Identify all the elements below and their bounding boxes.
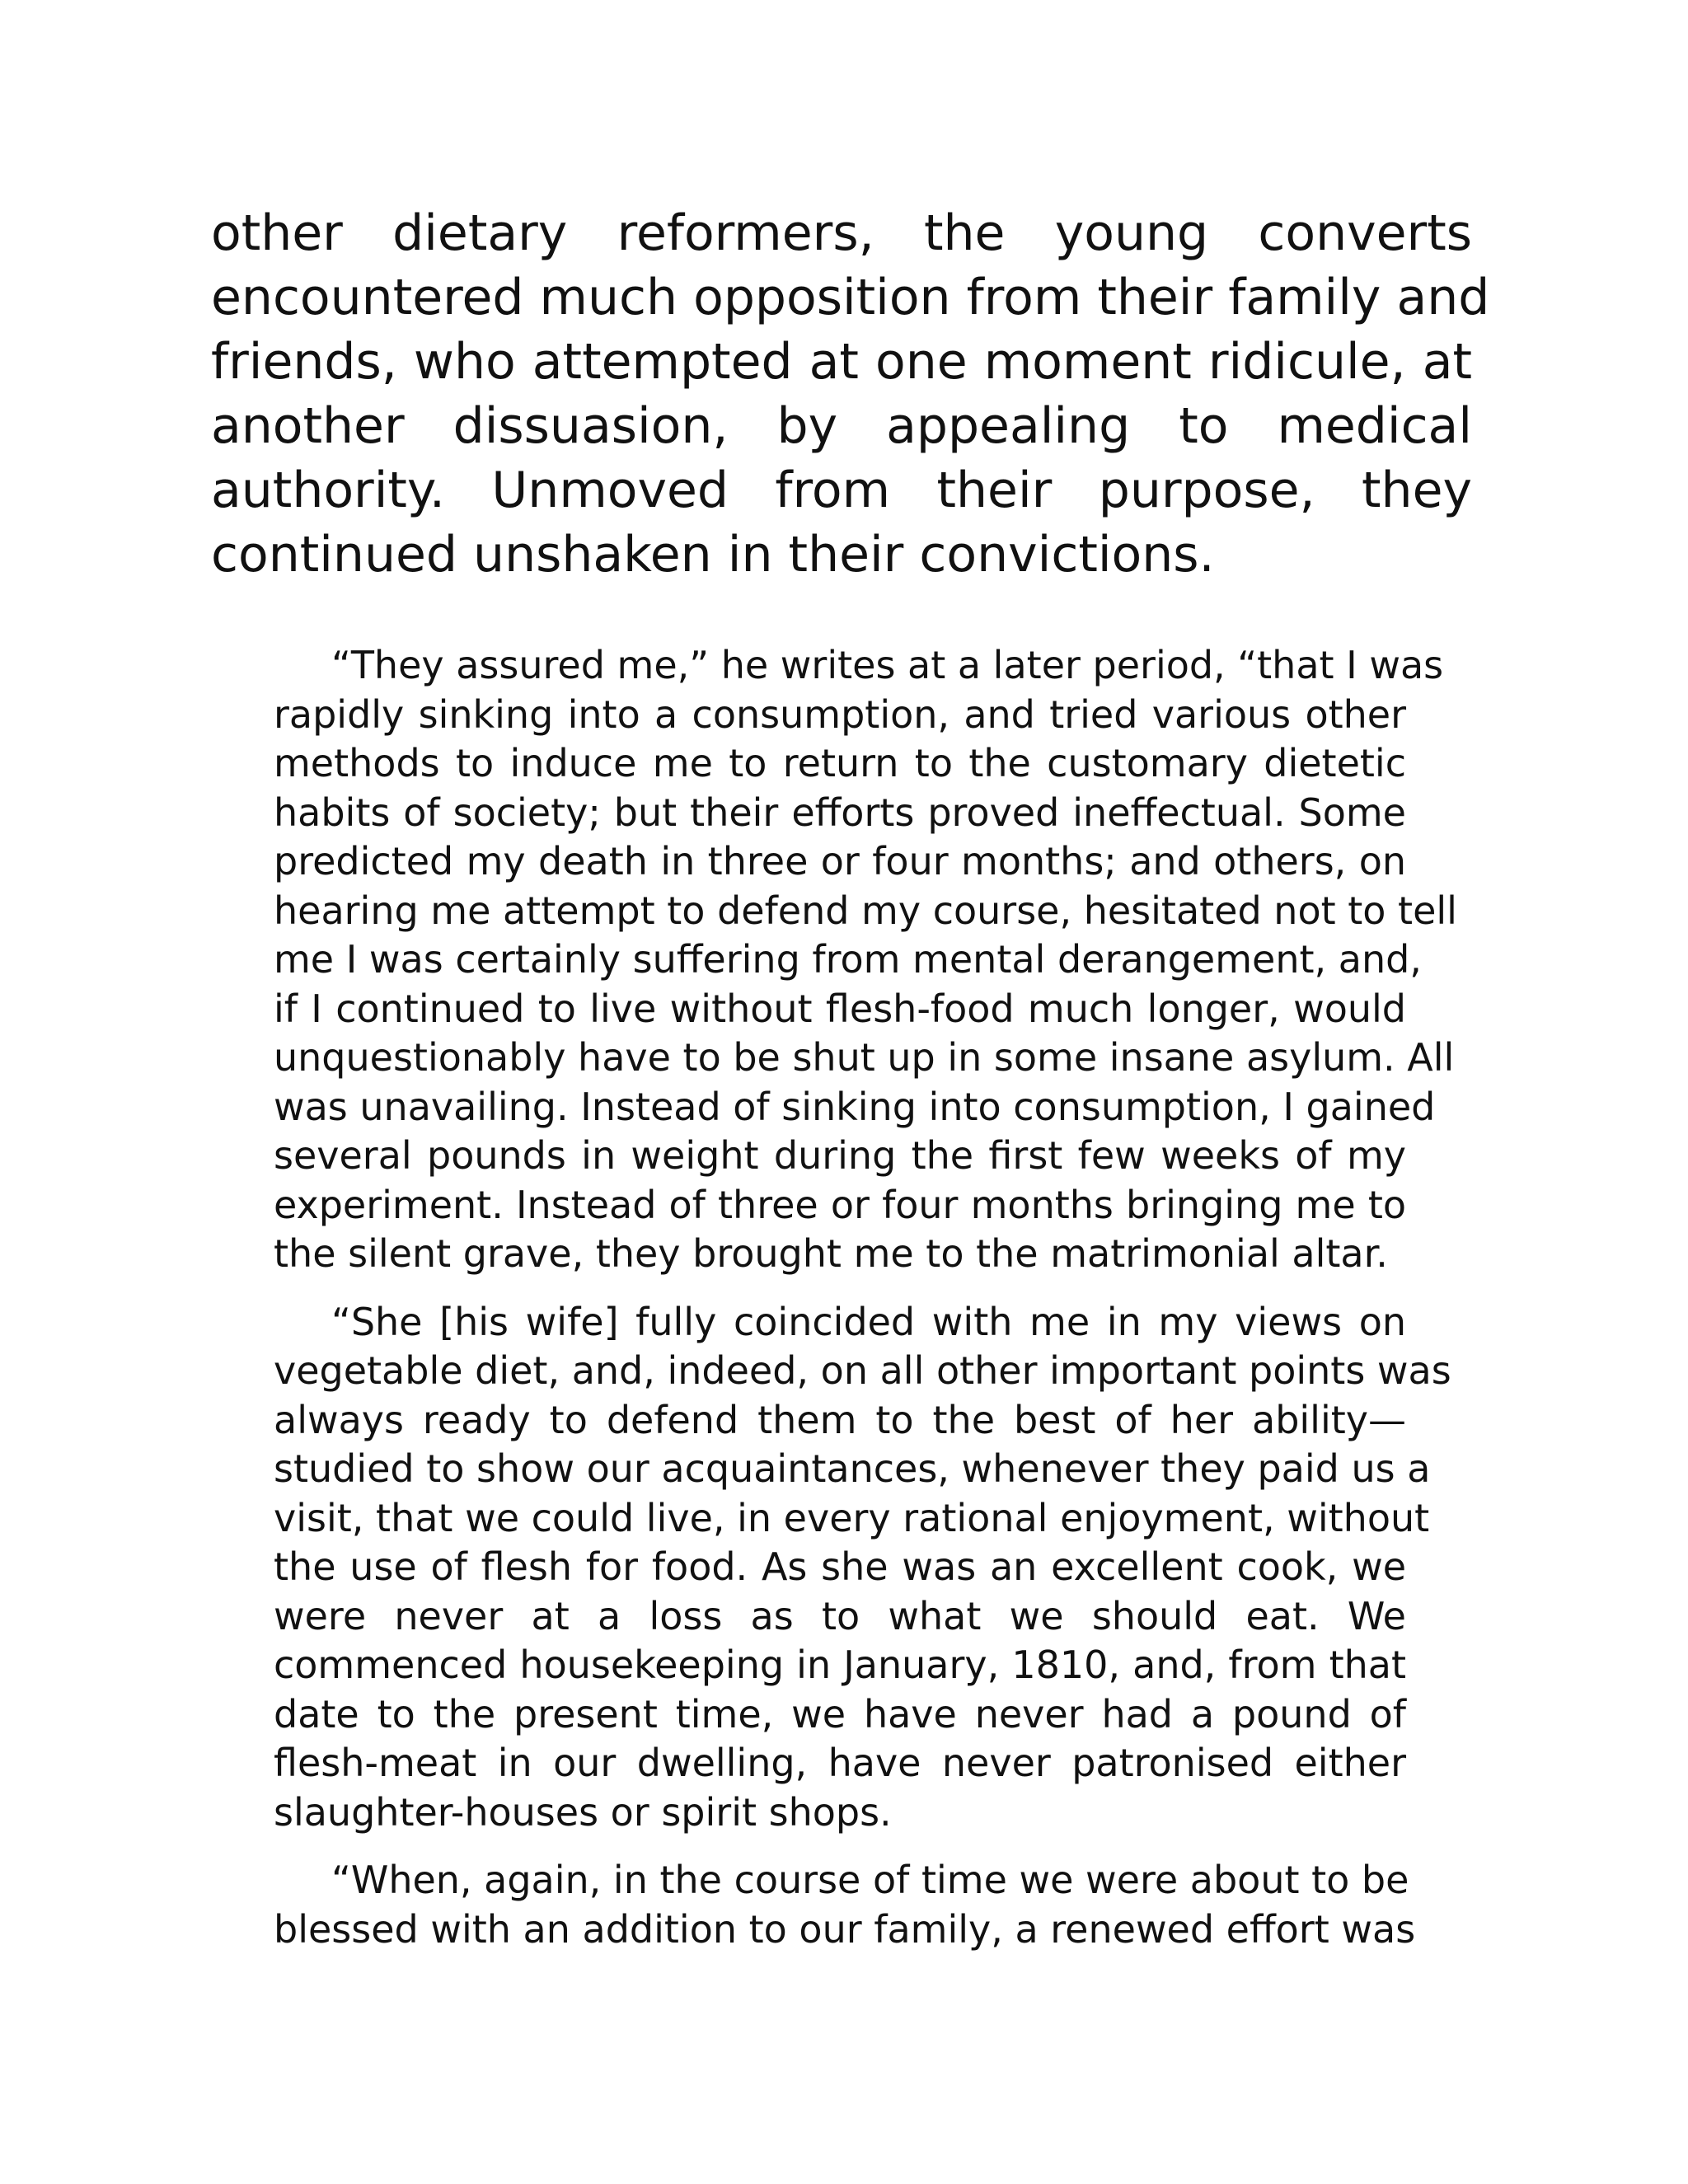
text-line: visit, that we could live, in every rational enjoyment, without (274, 1495, 1430, 1540)
text-line: studied to show our acquaintances, whenever they paid us a (274, 1446, 1431, 1491)
text-line: friends, who attempted at one moment ridicule, at (211, 333, 1472, 391)
text-line: slaughter-houses or spirit shops. (274, 1789, 892, 1835)
text-line: experiment. Instead of three or four months bringing me to (274, 1182, 1406, 1227)
text-line: commenced housekeeping in January, 1810, and, from that (274, 1643, 1406, 1687)
text-line: unquestionably have to be shut up in some insane asylum. All (274, 1035, 1455, 1080)
text-line: encountered much opposition from their family and (211, 269, 1490, 326)
text-line: rapidly sinking into a consumption, and tried various other (274, 691, 1406, 737)
text-line: other dietary reformers, the young converts (211, 204, 1472, 262)
text-line: always ready to defend them to the best of her ability— (274, 1397, 1406, 1442)
text-line: was unavailing. Instead of sinking into consumption, I gained (274, 1084, 1436, 1129)
text-line: authority. Unmoved from their purpose, they (211, 462, 1472, 519)
text-line: continued unshaken in their convictions. (211, 526, 1215, 583)
text-line: habits of society; but their efforts proved ineffectual. Some (274, 790, 1406, 835)
text-line: “They assured me,” he writes at a later period, “that I was (331, 643, 1444, 687)
text-line: if I continued to live without flesh-food much longer, would (274, 986, 1406, 1031)
text-line: “When, again, in the course of time we were about to be (331, 1858, 1409, 1902)
text-line: predicted my death in three or four months; and others, on (274, 839, 1406, 883)
quote-paragraph-1 (274, 641, 1457, 1279)
main-paragraph (211, 201, 1490, 587)
text-line: me I was certainly suffering from mental derangement, and, (274, 937, 1422, 982)
quote-paragraph-2 (274, 1298, 1451, 1838)
text-line: “She [his wife] fully coincided with me in my views on (331, 1299, 1406, 1344)
text-line: the silent grave, they brought me to the matrimonial altar. (274, 1231, 1388, 1276)
text-line: were never at a loss as to what we should eat. We (274, 1593, 1406, 1638)
block-quote (274, 641, 1457, 1973)
text-line: several pounds in weight during the first few weeks of my (274, 1133, 1406, 1178)
text-line: vegetable diet, and, indeed, on all other important points was (274, 1348, 1451, 1393)
quote-paragraph-3 (274, 1856, 1416, 1954)
text-line: blessed with an addition to our family, a renewed effort was (274, 1906, 1416, 1952)
text-line: flesh-meat in our dwelling, have never patronised either (274, 1741, 1406, 1785)
text-line: another dissuasion, by appealing to medical (211, 397, 1472, 455)
text-line: the use of flesh for food. As she was an excellent cook, we (274, 1544, 1406, 1589)
text-line: hearing me attempt to defend my course, hesitated not to tell (274, 888, 1457, 933)
text-line: methods to induce me to return to the customary dietetic (274, 741, 1406, 785)
text-line: date to the present time, we have never had a pound of (274, 1691, 1406, 1736)
